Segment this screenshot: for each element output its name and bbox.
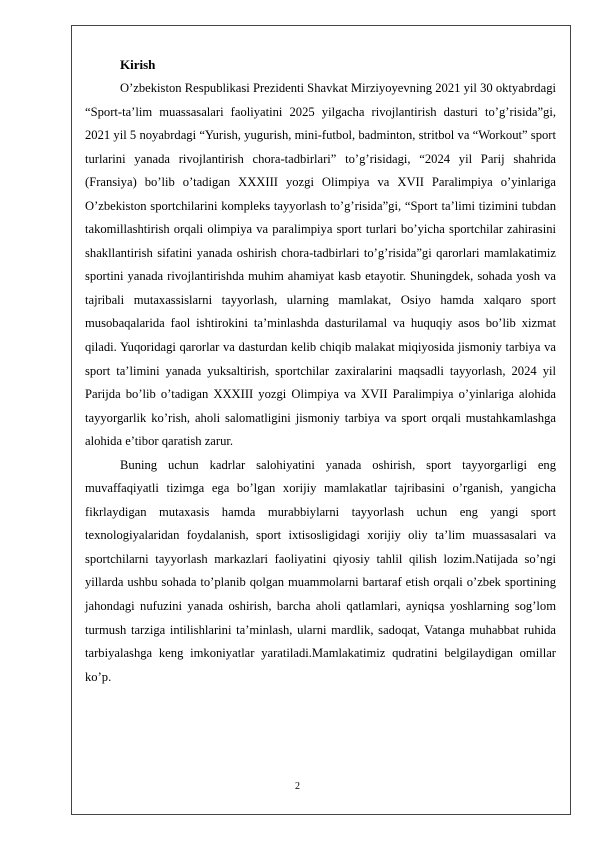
paragraph-1: O’zbekiston Respublikasi Prezidenti Shavkat Mirziyoyevning 2021 yil 30 oktyabrdagi “Sport-ta’lim muassasalari faoliyatini 2025 yilgacha rivojlantirish dasturi to’g’risida”gi, 2021 yil 5 noyabrdagi “Yurish, yugurish, mini-futbol, badminton, stritbol va “Workout” sport turlarini yanada rivojlantirish chora-tadbirlari” to’g’risidagi, “2024 yil Parij shahrida (Fransiya) bo’lib o’tadigan XXXIII yozgi Olimpiya va XVII Paralimpiya o’yinlariga O’zbekiston sportchilarini kompleks tayyorlash to’g’risida”gi, “Sport ta’limi tizimini tubdan takomillashtirish orqali olimpiya va paralimpiya sport turlari bo’yicha sportchilar zahirasini shakllantirish sifatini yanada oshirish chora-tadbirlari to’g’risida”gi qarorlari mamlakatimiz sportini yanada rivojlantirishda muhim ahamiyat kasb etayotir. Shuningdek, sohada yosh va tajribali mutaxassislarni tayyorlash, ularning mamlakat, Osiyo hamda xalqaro sport musobaqalarida faol ishtirokini ta’minlashda dasturilamal va huquqiy asos bo’lib xizmat qiladi. Yuqoridagi qarorlar va dasturdan kelib chiqib malakat miqiyosida jismoniy tarbiya va sport ta’limini yanada yuksaltirish, sportchilar zaxiralarini maqsadli tayyorlash, 2024 yil Parijda bo’lib o’tadigan XXXIII yozgi Olimpiya va XVII Paralimpiya o’yinlariga alohida tayyorgarlik ko’rish, aholi salomatligini jismoniy tarbiya va sport orqali mustahkamlashga alohida e’tibor qaratish zarur. — [85, 81, 556, 449]
section-heading: Kirish — [120, 57, 156, 72]
document-body — [85, 56, 556, 689]
paragraph-2: Buning uchun kadrlar salohiyatini yanada oshirish, sport tayyorgarligi eng muvaffaqiyatli tizimga ega bo’lgan xorijiy mamlakatlar tajribasini o’rganish, yangicha fikrlaydigan mutaxasis hamda murabbiylarni tayyorlash uchun eng yangi sport texnologiyalaridan foydalanish, sport ixtisosligidagi xorijiy oliy ta’lim muassasalari va sportchilarni tayyorlash markazlari faoliyatini qiyosiy tahlil qilish lozim.Natijada so’ngi yillarda ushbu sohada to’planib qolgan muammolarni bartaraf etish orqali o’zbek sportining jahondagi nufuzini yanada oshirish, barcha aholi qatlamlari, ayniqsa yoshlarning sog’lom turmush tarziga intilishlarini ta’minlash, ularni mardlik, sadoqat, Vatanga muhabbat ruhida tarbiyalashga keng imkoniyatlar yaratiladi.Mamlakatimiz qudratini belgilaydigan omillar ko’p. — [85, 457, 556, 684]
page-number: 2 — [295, 781, 300, 792]
